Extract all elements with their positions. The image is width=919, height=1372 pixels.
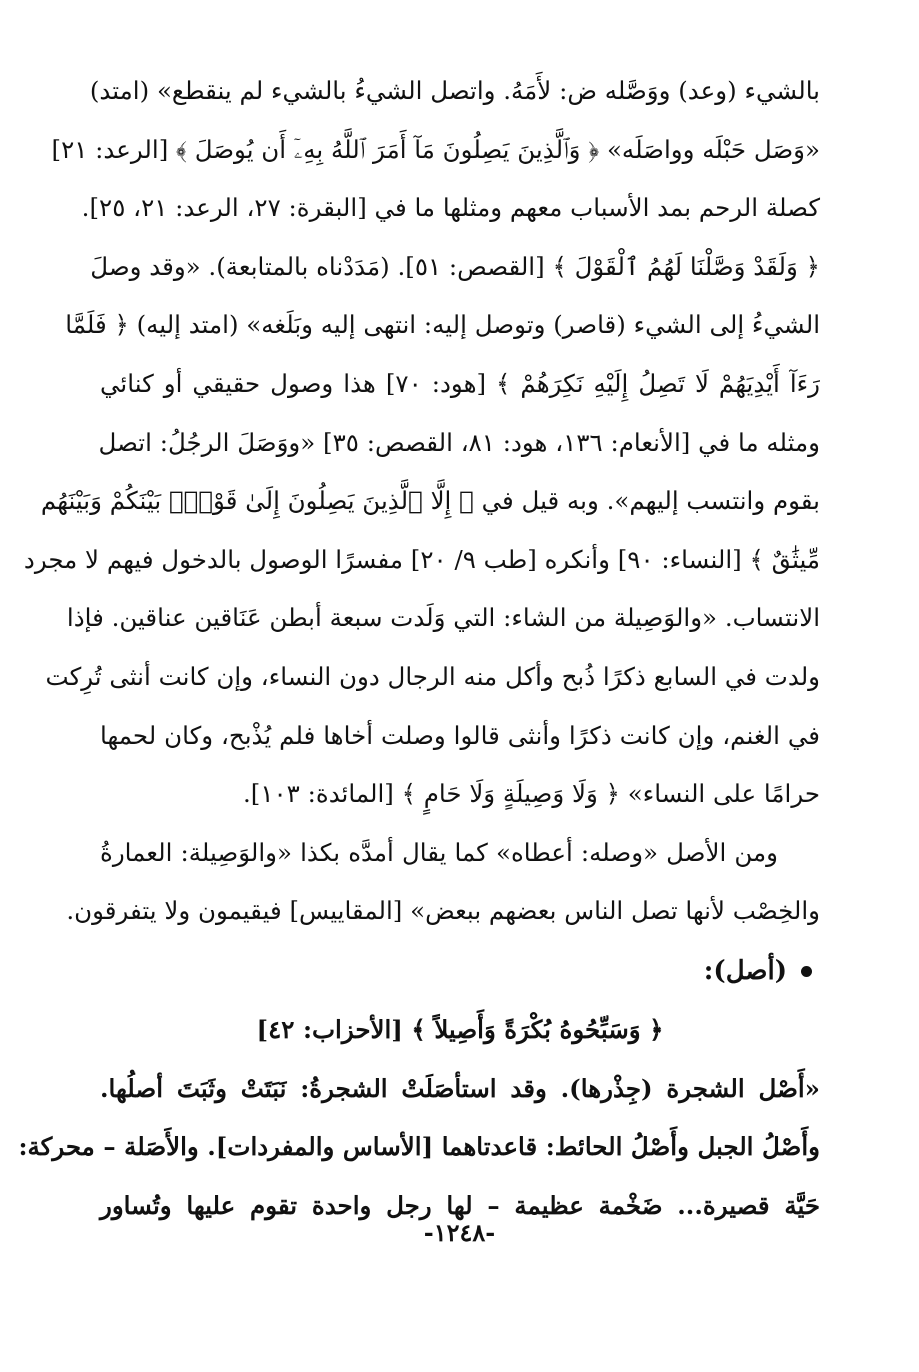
page-body [18,62,820,1235]
bullet-icon [801,966,812,977]
text-line: ومثله ما في [الأنعام: ١٣٦، هود: ٨١، القصص: ٣٥] «ووَصَلَ الرجُلُ: اتصل [98,427,820,457]
text-line: رَءَآ أَيْدِيَهُمْ لَا تَصِلُ إِلَيْهِ نَكِرَهُمْ ﴾ [هود: ٧٠] هذا وصول حقيقي أو كنائي [100,368,820,398]
text-line: بقوم وانتسب إليهم». وبه قيل في ﴿ إِلَّا ٱلَّذِينَ يَصِلُونَ إِلَىٰ قَوْمٍۭ بَيْنَكُمْ وَبَيْنَهُم [40,486,820,516]
section-heading [100,941,820,1001]
text-line: كصلة الرحم بمد الأسباب معهم ومثلها ما في [البقرة: ٢٧، الرعد: ٢١، ٢٥]. [81,193,820,223]
page-number: -١٢٤٨- [423,1218,496,1247]
section-heading-text: (أصل): [703,955,787,986]
paragraph-wasila [66,824,820,941]
paragraph-asl [18,1060,820,1236]
text-line: في الغنم، وإن كانت ذكرًا وأنثى قالوا وصلت أخاها فلم يُذْبح، وكان لحمها [100,720,820,750]
text-line: والخِصْب لأنها تصل الناس بعضهم ببعض» [المقاييس] فيقيمون ولا يتفرقون. [66,896,820,926]
text-line: ومن الأصل «وصله: أعطاه» كما يقال أمدَّه بكذا «والوَصِيلة: العمارةُ [100,837,778,867]
text-line: «أَصْل الشجرة (جِذْرها). وقد استأصَلَتْ الشجرةُ: نَبَتَتْ وثَبَتَ أصلُها. [100,1073,820,1103]
text-line: الشيءُ إلى الشيء (قاصر) وتوصل إليه: انتهى إليه وبَلَغه» (امتد إليه) ﴿ فَلَمَّا [65,310,820,340]
text-line: مِّيثَٰقٌ ﴾ [النساء: ٩٠] وأنكره [طب ٩/ ٢٠] مفسرًا الوصول بالدخول فيهم لا مجرد [23,544,820,574]
text-line: وأَصْلُ الجبل وأَصْلُ الحائط: قاعدتاهما [الأساس والمفردات]. والأَصَلة – محركة: [18,1132,820,1162]
text-line: «وَصَل حَبْلَه وواصَلَه» ﴿ وَٱلَّذِينَ يَصِلُونَ مَآ أَمَرَ ٱللَّهُ بِهِۦٓ أَن يُوصَلَ ﴾ [الرعد: ٢١] [51,134,820,164]
paragraph-wasl [23,62,820,824]
text-line: حرامًا على النساء» ﴿ وَلَا وَصِيلَةٍ وَلَا حَامٍ ﴾ [المائدة: ١٠٣]. [242,779,820,809]
quran-verse: ﴿ وَسَبِّحُوهُ بُكْرَةً وَأَصِيلاً ﴾ [الأحزاب: ٤٢] [256,1014,664,1044]
text-line: بالشيء (وعد) ووَصَّله ض: لأَمَهُ. واتصل الشيءُ بالشيء لم ينقطع» (امتد) [89,76,820,105]
text-line: ولدت في السابع ذكرًا ذُبح وأكل منه الرجال دون النساء، وإن كانت أنثى تُرِكت [45,661,820,691]
text-line: الانتساب. «والوَصِيلة من الشاء: التي وَلَدت سبعة أبطن عَنَاقين عناقين. فإذا [66,603,820,633]
text-line: حَيَّة قصيرة... ضَخْمة عظيمة – لها رجل واحدة تقوم عليها وتُساور [100,1190,820,1220]
text-line: ﴿ وَلَقَدْ وَصَّلْنَا لَهُمُ ٱلْقَوْلَ ﴾ [القصص: ٥١]. (مَدَدْناه بالمتابعة). «وقد وصلَ [90,251,820,281]
